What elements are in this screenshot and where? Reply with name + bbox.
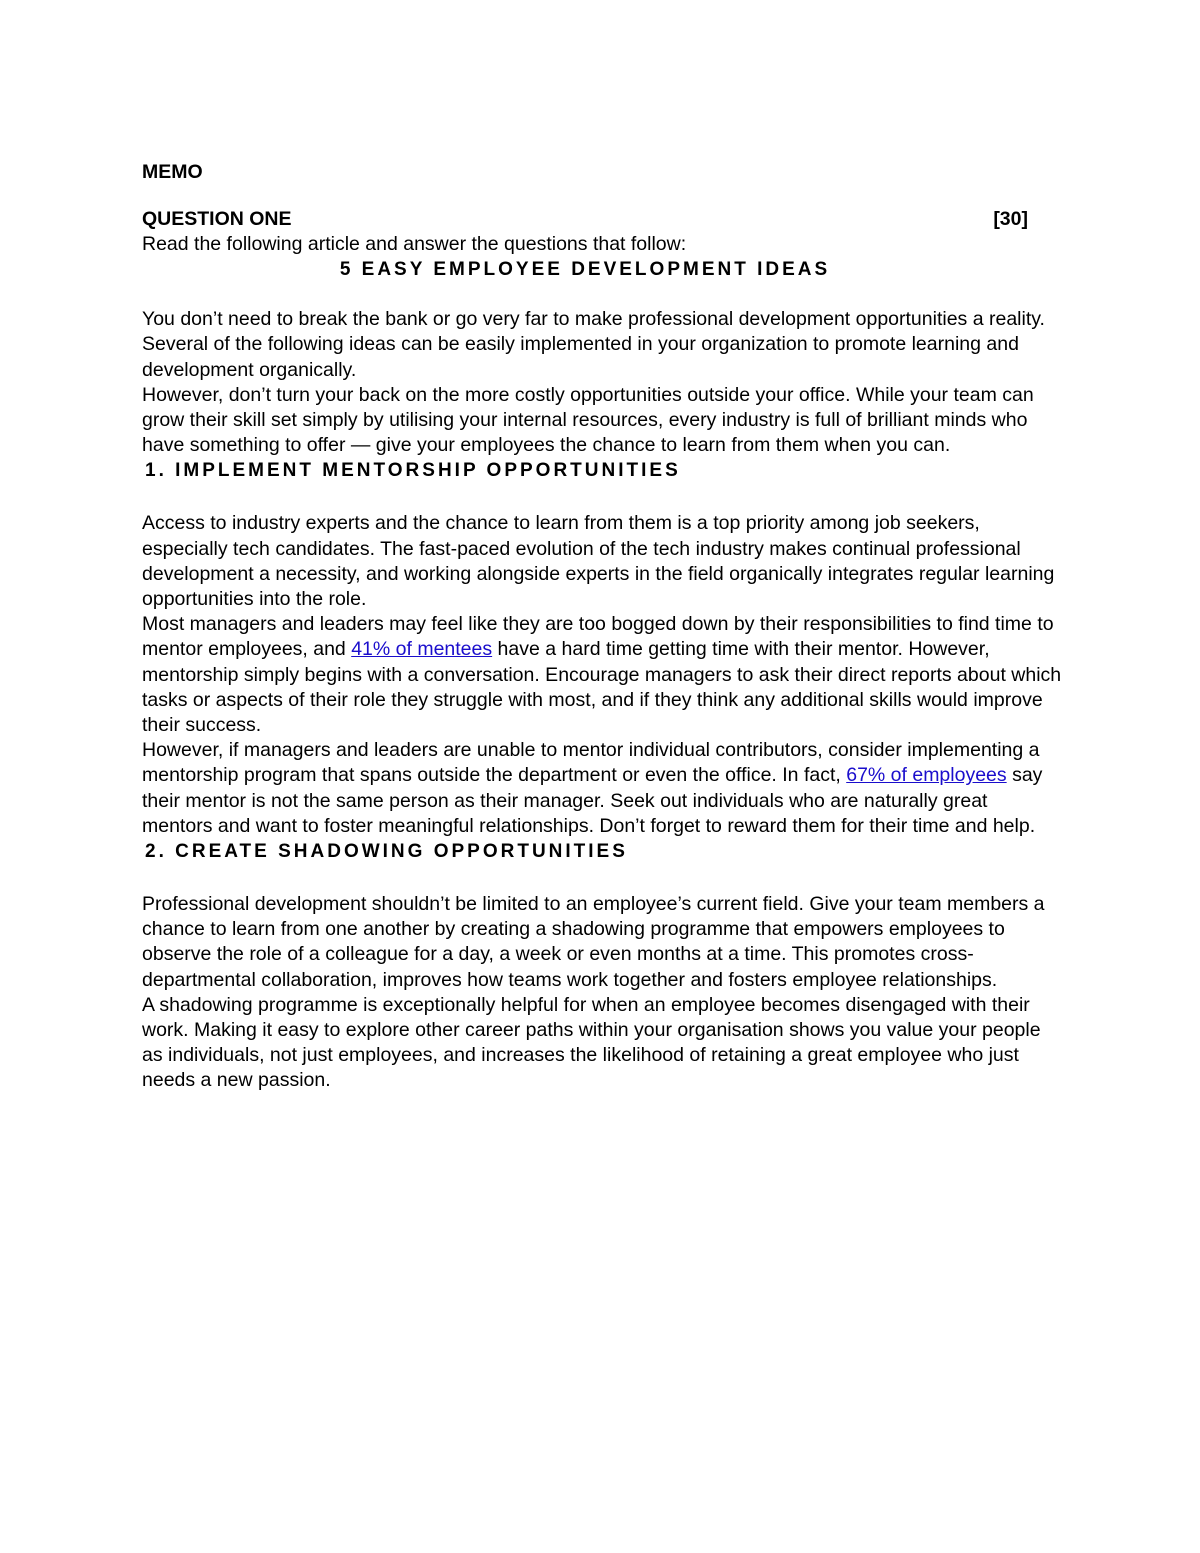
section-1-paragraph-2-text-b: have a hard time getting time with their mentor. However, mentorship simply begins with a conversation. Encourage managers to ask their direct reports about which tasks or aspects of their role they struggle with most, and if they think any additional skills would improve their success. <box>142 638 1062 737</box>
section-2-heading: 2. CREATE SHADOWING OPPORTUNITIES <box>145 841 628 863</box>
section-2-paragraph-2: A shadowing programme is exceptionally helpful for when an employee becomes disengaged with their work. Making it easy to explore other career paths within your organisation shows you value your people as individuals, not just employees, and increases the likelihood of retaining a great employee who just needs a new passion. <box>142 993 1041 1092</box>
section-1-paragraph-2-text-a: Most managers and leaders may feel like they are too bogged down by their responsibilities to find time to mentor employees, and <box>142 613 1054 661</box>
section-1-paragraph-3-text-a: However, if managers and leaders are unable to mentor individual contributors, consider implementing a mentorship program that spans outside the department or even the office. In fact, <box>142 739 1040 787</box>
section-1-paragraph-3-text-b: say their mentor is not the same person as their manager. Seek out individuals who are naturally great mentors and want to foster meaningful relationships. Don’t forget to reward them for their time and help. <box>142 764 1043 837</box>
intro-paragraph-1: You don’t need to break the bank or go very far to make professional development opportunities a reality. Several of the following ideas can be easily implemented in your organization to promote learning and development organically. <box>142 308 1045 381</box>
section-2-paragraph-1: Professional development shouldn’t be limited to an employee’s current field. Give your team members a chance to learn from one another by creating a shadowing programme that empowers employees to observe the role of a colleague for a day, a week or even months at a time. This promotes cross-departmental collaboration, improves how teams work together and fosters employee relationships. <box>142 893 1045 991</box>
section-1-paragraph-3 <box>142 738 1062 839</box>
intro-paragraph-2: However, don’t turn your back on the more costly opportunities outside your office. While your team can grow their skill set simply by utilising your internal resources, every industry is full of brilliant minds who have something to offer — give your employees the chance to learn from them when you can. <box>142 383 1034 457</box>
question-marks: [30] <box>993 208 1028 230</box>
section-1-paragraph-1: Access to industry experts and the chance to learn from them is a top priority among job seekers, especially tech candidates. The fast-paced evolution of the tech industry makes continual professional development a necessity, and working alongside experts in the field organically integrates regular learning opportunities into the role. <box>142 512 1055 611</box>
question-instruction: Read the following article and answer the questions that follow: <box>142 233 687 255</box>
mentees-statistic-link[interactable]: 41% of mentees <box>351 638 493 661</box>
section-1-heading: 1. IMPLEMENT MENTORSHIP OPPORTUNITIES <box>145 460 681 482</box>
document-content <box>142 160 1062 1094</box>
section-1-paragraph-2 <box>142 612 1062 738</box>
memo-label: MEMO <box>142 161 203 183</box>
question-header <box>142 207 1028 232</box>
article-title: 5 EASY EMPLOYEE DEVELOPMENT IDEAS <box>339 259 831 281</box>
employees-statistic-link[interactable]: 67% of employees <box>846 764 1007 787</box>
question-label: QUESTION ONE <box>142 208 292 230</box>
